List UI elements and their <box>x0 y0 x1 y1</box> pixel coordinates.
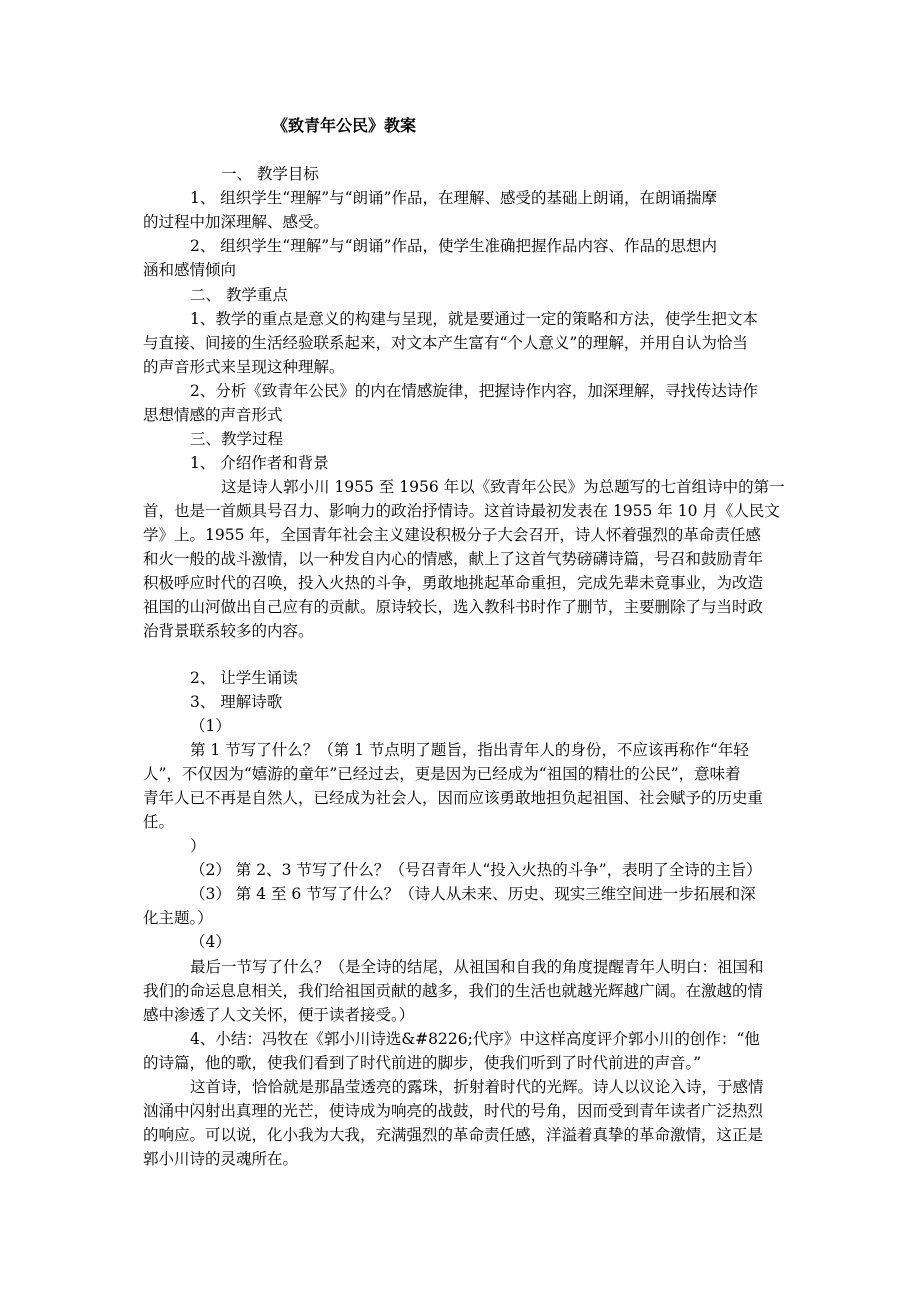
paragraph-line: 祖国的山河做出自己应有的贡献。原诗较长，选入教科书时作了删节，主要删除了与当时政 <box>143 598 764 616</box>
section-heading-process: 三、教学过程 <box>190 430 284 448</box>
paragraph-line: 任。 <box>143 813 175 831</box>
paragraph-line: 2、 让学生诵读 <box>190 669 298 687</box>
paragraph-line: （2） 第 2、3 节写了什么？（号召青年人“投入火热的斗争”，表明了全诗的主旨） <box>190 861 762 879</box>
paragraph-line: 涵和感情倾向 <box>143 261 237 279</box>
paragraph-line: 首，也是一首颇具号召力、影响力的政治抒情诗。这首诗最初发表在 1955 年 10 月《人民文 <box>143 502 780 520</box>
paragraph-line: （3） 第 4 至 6 节写了什么？（诗人从未来、历史、现实三维空间进一步拓展和深 <box>190 885 756 903</box>
paragraph-line: 感中渗透了人文关怀，便于读者接受。） <box>143 1006 415 1024</box>
paragraph-line: 的声音形式来呈现这种理解。 <box>143 358 345 376</box>
paragraph-line: 1、 组织学生“理解”与“朗诵”作品，在理解、感受的基础上朗诵，在朗诵揣摩 <box>190 189 717 207</box>
paragraph-line: （4） <box>190 933 231 951</box>
paragraph-line: 思想情感的声音形式 <box>143 406 283 424</box>
paragraph-line: 第 1 节写了什么？（第 1 节点明了题旨，指出青年人的身份，不应该再称作“年轻 <box>190 741 749 759</box>
paragraph-line: 汹涌中闪射出真理的光芒，使诗成为响亮的战鼓，时代的号角，因而受到青年读者广泛热烈 <box>143 1102 764 1120</box>
paragraph-line: 这是诗人郭小川 1955 至 1956 年以《致青年公民》为总题写的七首组诗中的第一 <box>221 478 785 496</box>
paragraph-line: 3、 理解诗歌 <box>190 693 283 711</box>
paragraph-line: 和火一般的战斗激情，以一种发自内心的情感，献上了这首气势磅礴诗篇，号召和鼓励青年 <box>143 550 764 568</box>
paragraph-line: 1、教学的重点是意义的构建与呈现，就是要通过一定的策略和方法，使学生把文本 <box>190 310 758 328</box>
section-heading-key-points: 二、 教学重点 <box>190 286 288 304</box>
paragraph-line: 的诗篇，他的歌，使我们看到了时代前进的脚步，使我们听到了时代前进的声音。” <box>143 1054 702 1072</box>
document-title: 《致青年公民》教案 <box>272 116 417 135</box>
paragraph-line: 最后一节写了什么？（是全诗的结尾，从祖国和自我的角度提醒青年人明白：祖国和 <box>190 958 764 976</box>
paragraph-line: 2、分析《致青年公民》的内在情感旋律，把握诗作内容，加深理解，寻找传达诗作 <box>190 382 758 400</box>
paragraph-line: 郭小川诗的灵魂所在。 <box>143 1150 299 1168</box>
paragraph-line: 1、 介绍作者和背景 <box>190 454 329 472</box>
paragraph-line: 4、小结：冯牧在《郭小川诗选&#8226;代序》中这样高度评介郭小川的创作：“他 <box>190 1030 760 1048</box>
paragraph-line: 的响应。可以说，化小我为大我，充满强烈的革命责任感，洋溢着真挚的革命激情，这正是 <box>143 1126 764 1144</box>
section-heading-objectives: 一、 教学目标 <box>221 165 319 183</box>
paragraph-line: 2、 组织学生“理解”与“朗诵”作品，使学生准确把握作品内容、作品的思想内 <box>190 237 717 255</box>
paragraph-line: 青年人已不再是自然人，已经成为社会人，因而应该勇敢地担负起祖国、社会赋予的历史重 <box>143 789 764 807</box>
paragraph-line: 治背景联系较多的内容。 <box>143 622 314 640</box>
paragraph-line: 化主题。） <box>143 909 213 927</box>
paragraph-line: 我们的命运息息相关，我们给祖国贡献的越多，我们的生活也就越光辉越广阔。在激越的情 <box>143 982 764 1000</box>
paragraph-line: 学》上。1955 年，全国青年社会主义建设积极分子大会召开，诗人怀着强烈的革命责任感 <box>143 526 761 544</box>
paragraph-line: （1） <box>190 717 231 735</box>
paragraph-line: 人”，不仅因为“嬉游的童年”已经过去，更是因为已经成为“祖国的精壮的公民”，意味着 <box>143 765 741 783</box>
paragraph-line: 积极呼应时代的召唤，投入火热的斗争，勇敢地挑起革命重担，完成先辈未竟事业，为改造 <box>143 574 764 592</box>
paragraph-line: ） <box>190 837 206 855</box>
paragraph-line: 的过程中加深理解、感受。 <box>143 213 330 231</box>
paragraph-line: 与直接、间接的生活经验联系起来，对文本产生富有“个人意义”的理解，并用自认为恰当 <box>143 334 748 352</box>
paragraph-line: 这首诗，恰恰就是那晶莹透亮的露珠，折射着时代的光辉。诗人以议论入诗，于感情 <box>190 1078 764 1096</box>
